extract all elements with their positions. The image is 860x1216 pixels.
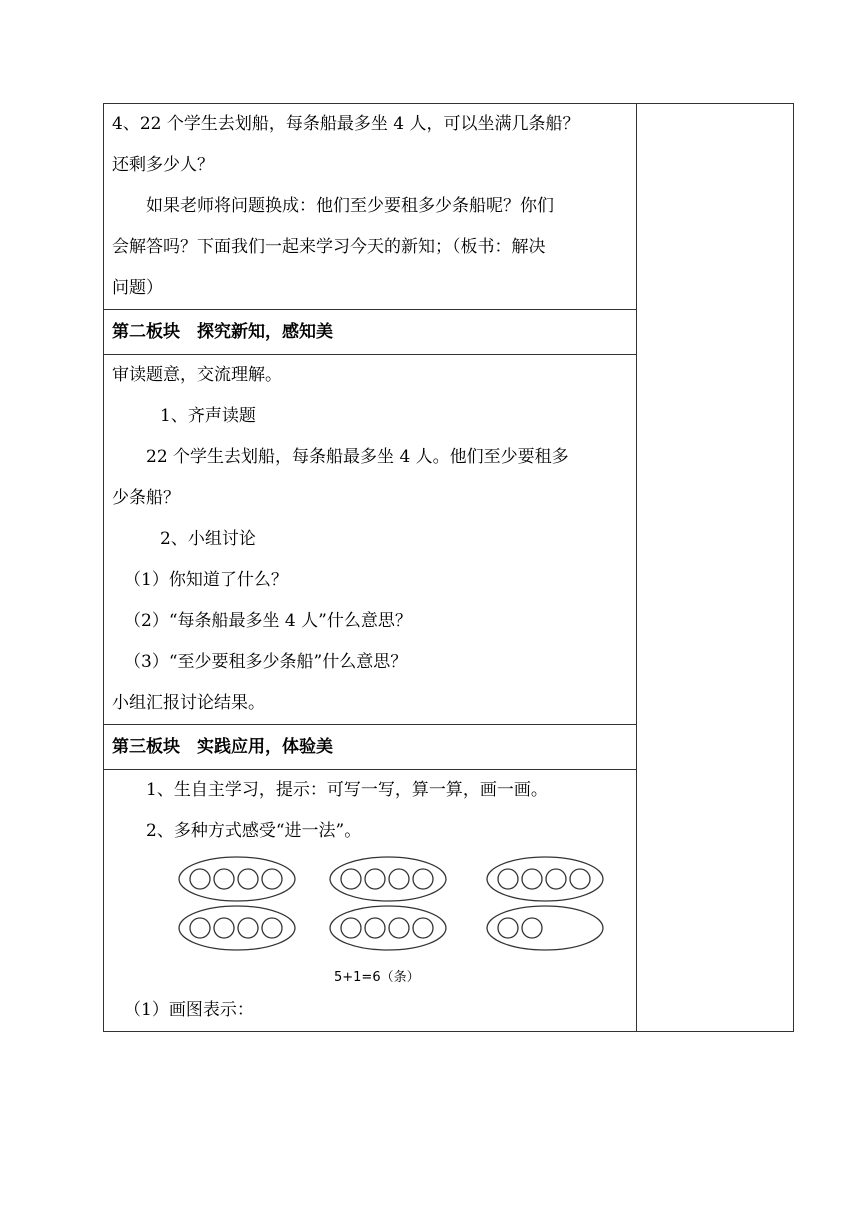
figure-caption: 5+1=6（条） bbox=[334, 970, 420, 985]
boat-shape bbox=[179, 857, 295, 901]
text-line: 还剩多少人？ bbox=[112, 155, 214, 175]
person-circle bbox=[365, 869, 385, 889]
section1-cell bbox=[104, 104, 637, 310]
text-line: 少条船？ bbox=[112, 488, 180, 508]
text-line: 22 个学生去划船，每条船最多坐 4 人。他们至少要租多 bbox=[146, 447, 569, 467]
section3-heading: 第三板块 实践应用，体验美 bbox=[104, 725, 637, 770]
person-circle bbox=[522, 869, 542, 889]
text-line: 审读题意，交流理解。 bbox=[112, 365, 282, 385]
text-line: 1、齐声读题 bbox=[160, 406, 256, 426]
lesson-table bbox=[103, 103, 794, 1032]
person-circle bbox=[214, 869, 234, 889]
boat-shape bbox=[179, 906, 295, 950]
boat-shape bbox=[330, 906, 446, 950]
person-circle bbox=[262, 869, 282, 889]
person-circle bbox=[341, 918, 361, 938]
section2-heading: 第二板块 探究新知，感知美 bbox=[104, 310, 637, 355]
person-circle bbox=[570, 869, 590, 889]
person-circle bbox=[214, 918, 234, 938]
text-line: 问题） bbox=[112, 278, 163, 298]
boat-shape bbox=[487, 906, 603, 950]
boat-figure bbox=[112, 852, 628, 990]
boat-shape bbox=[487, 857, 603, 901]
text-line: 如果老师将问题换成：他们至少要租多少条船呢？你们 bbox=[146, 196, 554, 216]
person-circle bbox=[389, 918, 409, 938]
text-line: （1）你知道了什么？ bbox=[124, 570, 288, 590]
text-line: （3）“至少要租多少条船”什么意思？ bbox=[124, 652, 408, 672]
text-line: 1、生自主学习，提示：可写一写，算一算，画一画。 bbox=[146, 780, 548, 800]
text-line: 会解答吗？下面我们一起来学习今天的新知；（板书：解决 bbox=[112, 237, 546, 257]
text-line: （1）画图表示： bbox=[124, 1000, 254, 1020]
text-line: 2、小组讨论 bbox=[160, 529, 256, 549]
person-circle bbox=[413, 918, 433, 938]
text-line: 小组汇报讨论结果。 bbox=[112, 693, 265, 713]
person-circle bbox=[522, 918, 542, 938]
text-line: 2、多种方式感受“进一法”。 bbox=[146, 821, 362, 841]
section3-cell bbox=[104, 770, 637, 1032]
person-circle bbox=[413, 869, 433, 889]
person-circle bbox=[190, 869, 210, 889]
text-line: （2）“每条船最多坐 4 人”什么意思？ bbox=[124, 611, 412, 631]
person-circle bbox=[498, 918, 518, 938]
section2-cell bbox=[104, 355, 637, 725]
person-circle bbox=[238, 869, 258, 889]
person-circle bbox=[190, 918, 210, 938]
person-circle bbox=[546, 869, 566, 889]
person-circle bbox=[238, 918, 258, 938]
text-line: 4、22 个学生去划船，每条船最多坐 4 人，可以坐满几条船？ bbox=[112, 114, 580, 134]
boat-shape bbox=[330, 857, 446, 901]
person-circle bbox=[341, 869, 361, 889]
person-circle bbox=[365, 918, 385, 938]
notes-column bbox=[637, 104, 794, 1032]
person-circle bbox=[389, 869, 409, 889]
person-circle bbox=[262, 918, 282, 938]
person-circle bbox=[498, 869, 518, 889]
